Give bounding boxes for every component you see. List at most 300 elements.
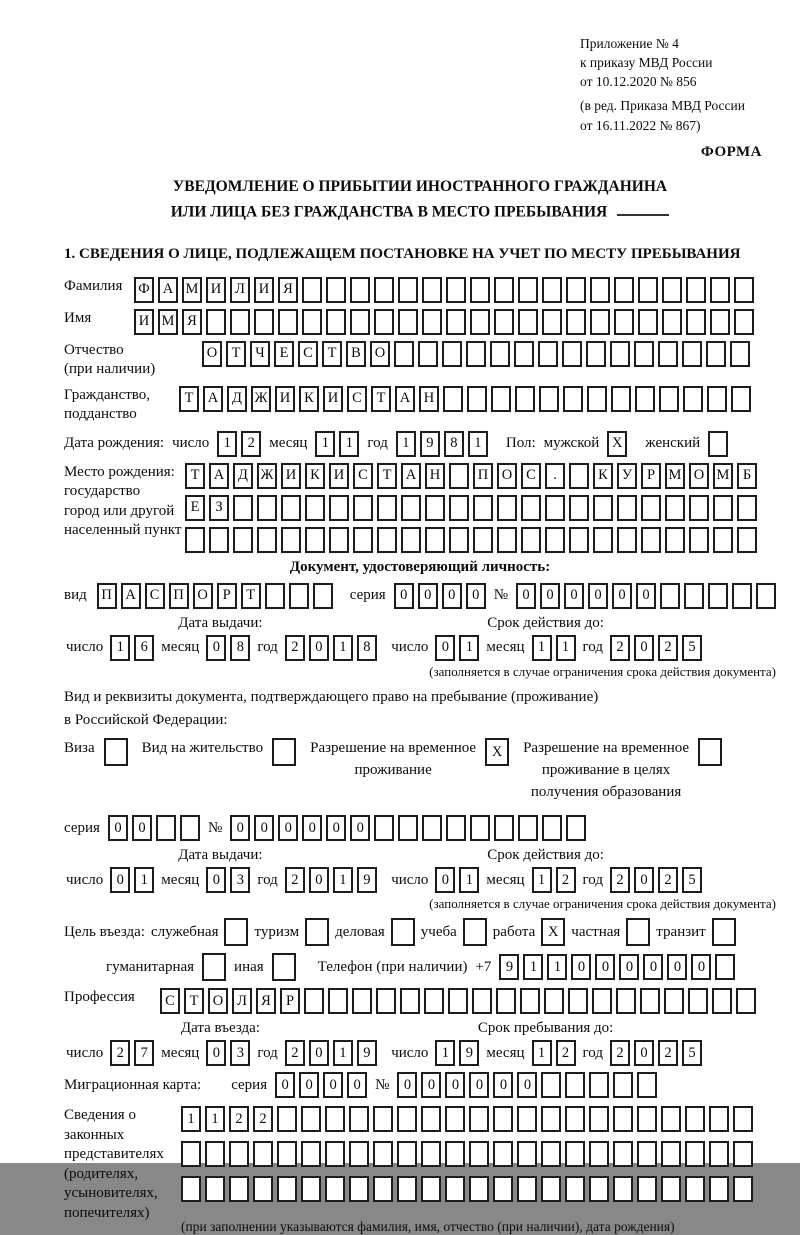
birthplace-cells-3-cell[interactable]: [593, 527, 613, 553]
patronymic-cells-cell[interactable]: [610, 341, 630, 367]
citizenship-cells-cell[interactable]: [539, 386, 559, 412]
guardians-cells-3-cell[interactable]: [733, 1176, 753, 1202]
resdoc-valid-year-cells-cell[interactable]: 2: [658, 867, 678, 893]
patronymic-cells-cell[interactable]: [634, 341, 654, 367]
iddoc-valid-year-cells-cell[interactable]: 5: [682, 635, 702, 661]
iddoc-number-cells-cell[interactable]: 0: [588, 583, 608, 609]
iddoc-issue-year-cells-cell[interactable]: 8: [357, 635, 377, 661]
citizenship-cells-cell[interactable]: [683, 386, 703, 412]
guardians-cells-3-cell[interactable]: [517, 1176, 537, 1202]
birthplace-cells-2-cell[interactable]: [233, 495, 253, 521]
patronymic-cells-cell[interactable]: [490, 341, 510, 367]
surname-cells-cell[interactable]: И: [206, 277, 226, 303]
birthplace-cells-1-cell[interactable]: Р: [641, 463, 661, 489]
other-checkbox-cell[interactable]: [272, 953, 296, 981]
birthplace-cells-1-cell[interactable]: У: [617, 463, 637, 489]
entry-year-cells-cell[interactable]: 9: [357, 1040, 377, 1066]
iddoc-valid-year-cells-cell[interactable]: 2: [658, 635, 678, 661]
stay-month-cells-cell[interactable]: 2: [556, 1040, 576, 1066]
iddoc-kind-cells-cell[interactable]: П: [97, 583, 117, 609]
iddoc-kind-cells-cell[interactable]: [265, 583, 285, 609]
patronymic-cells-cell[interactable]: [586, 341, 606, 367]
citizenship-cells-cell[interactable]: [491, 386, 511, 412]
migration-number-cells-cell[interactable]: 0: [445, 1072, 465, 1098]
profession-cells-cell[interactable]: [328, 988, 348, 1014]
citizenship-cells-cell[interactable]: Д: [227, 386, 247, 412]
iddoc-issue-day-cells-cell[interactable]: 6: [134, 635, 154, 661]
birthplace-cells-3-cell[interactable]: [281, 527, 301, 553]
name-cells-cell[interactable]: [542, 309, 562, 335]
surname-cells-cell[interactable]: [638, 277, 658, 303]
birthplace-cells-2-cell[interactable]: [689, 495, 709, 521]
guardians-cells-2-cell[interactable]: [325, 1141, 345, 1167]
phone-cells-cell[interactable]: [715, 954, 735, 980]
resdoc-number-cells-cell[interactable]: 0: [350, 815, 370, 841]
birth-month-cells-cell[interactable]: 1: [315, 431, 335, 457]
patronymic-cells-cell[interactable]: [658, 341, 678, 367]
patronymic-cells-cell[interactable]: [466, 341, 486, 367]
profession-cells-cell[interactable]: [376, 988, 396, 1014]
patronymic-cells-cell[interactable]: Е: [274, 341, 294, 367]
entry-month-cells-cell[interactable]: 3: [230, 1040, 250, 1066]
stay-year-cells-cell[interactable]: 2: [658, 1040, 678, 1066]
stay-year-cells-cell[interactable]: 2: [610, 1040, 630, 1066]
guardians-cells-1-cell[interactable]: [277, 1106, 297, 1132]
resdoc-valid-month-cells-cell[interactable]: 1: [532, 867, 552, 893]
birthplace-cells-2-cell[interactable]: Е: [185, 495, 205, 521]
birthplace-cells-3-cell[interactable]: [497, 527, 517, 553]
iddoc-issue-year-cells-cell[interactable]: 1: [333, 635, 353, 661]
migration-number-cells-cell[interactable]: 0: [517, 1072, 537, 1098]
birthplace-cells-3-cell[interactable]: [329, 527, 349, 553]
birthplace-cells-1-cell[interactable]: П: [473, 463, 493, 489]
birthplace-cells-2-cell[interactable]: [569, 495, 589, 521]
surname-cells-cell[interactable]: [326, 277, 346, 303]
name-cells-cell[interactable]: [614, 309, 634, 335]
birthplace-cells-1-cell[interactable]: Т: [185, 463, 205, 489]
profession-cells-cell[interactable]: [448, 988, 468, 1014]
private-checkbox-cell[interactable]: [626, 918, 650, 946]
phone-cells-cell[interactable]: 9: [499, 954, 519, 980]
patronymic-cells-cell[interactable]: [514, 341, 534, 367]
surname-cells-cell[interactable]: [350, 277, 370, 303]
birthplace-cells-3-cell[interactable]: [569, 527, 589, 553]
iddoc-issue-year-cells-cell[interactable]: 2: [285, 635, 305, 661]
resdoc-number-cells-cell[interactable]: 0: [254, 815, 274, 841]
guardians-cells-1-cell[interactable]: [613, 1106, 633, 1132]
patronymic-cells-cell[interactable]: [394, 341, 414, 367]
birthplace-cells-3-cell[interactable]: [689, 527, 709, 553]
guardians-cells-1-cell[interactable]: 2: [253, 1106, 273, 1132]
guardians-cells-2-cell[interactable]: [229, 1141, 249, 1167]
name-cells-cell[interactable]: [662, 309, 682, 335]
resdoc-valid-year-cells-cell[interactable]: 2: [610, 867, 630, 893]
guardians-cells-2-cell[interactable]: [493, 1141, 513, 1167]
birthplace-cells-1-cell[interactable]: [569, 463, 589, 489]
resdoc-number-cells-cell[interactable]: [518, 815, 538, 841]
resdoc-series-cells-cell[interactable]: 0: [132, 815, 152, 841]
guardians-cells-1-cell[interactable]: [685, 1106, 705, 1132]
iddoc-kind-cells-cell[interactable]: [289, 583, 309, 609]
migration-number-cells-cell[interactable]: [589, 1072, 609, 1098]
iddoc-valid-month-cells-cell[interactable]: 1: [532, 635, 552, 661]
guardians-cells-2-cell[interactable]: [565, 1141, 585, 1167]
guardians-cells-1-cell[interactable]: [661, 1106, 681, 1132]
resdoc-issue-year-cells-cell[interactable]: 0: [309, 867, 329, 893]
profession-cells-cell[interactable]: [544, 988, 564, 1014]
guardians-cells-3-cell[interactable]: [445, 1176, 465, 1202]
name-cells-cell[interactable]: [422, 309, 442, 335]
iddoc-number-cells-cell[interactable]: [756, 583, 776, 609]
profession-cells-cell[interactable]: Р: [280, 988, 300, 1014]
birth-year-cells-cell[interactable]: 1: [396, 431, 416, 457]
surname-cells-cell[interactable]: А: [158, 277, 178, 303]
guardians-cells-3-cell[interactable]: [421, 1176, 441, 1202]
profession-cells-cell[interactable]: [424, 988, 444, 1014]
birthplace-cells-1-cell[interactable]: И: [329, 463, 349, 489]
iddoc-number-cells-cell[interactable]: [732, 583, 752, 609]
visa-checkbox-cell[interactable]: [104, 738, 128, 766]
guardians-cells-2-cell[interactable]: [589, 1141, 609, 1167]
resdoc-series-cells-cell[interactable]: [180, 815, 200, 841]
guardians-cells-3-cell[interactable]: [493, 1176, 513, 1202]
patronymic-cells-cell[interactable]: С: [298, 341, 318, 367]
name-cells-cell[interactable]: [494, 309, 514, 335]
citizenship-cells-cell[interactable]: Т: [179, 386, 199, 412]
entry-day-cells-cell[interactable]: 7: [134, 1040, 154, 1066]
surname-cells-cell[interactable]: [374, 277, 394, 303]
guardians-cells-2-cell[interactable]: [517, 1141, 537, 1167]
iddoc-kind-cells-cell[interactable]: [313, 583, 333, 609]
birthplace-cells-2-cell[interactable]: [737, 495, 757, 521]
resdoc-issue-month-cells-cell[interactable]: 3: [230, 867, 250, 893]
citizenship-cells-cell[interactable]: [611, 386, 631, 412]
guardians-cells-1-cell[interactable]: 1: [181, 1106, 201, 1132]
name-cells-cell[interactable]: [278, 309, 298, 335]
iddoc-valid-day-cells-cell[interactable]: 0: [435, 635, 455, 661]
birthplace-cells-2-cell[interactable]: [665, 495, 685, 521]
iddoc-kind-cells-cell[interactable]: С: [145, 583, 165, 609]
name-cells-cell[interactable]: [710, 309, 730, 335]
guardians-cells-1-cell[interactable]: [517, 1106, 537, 1132]
iddoc-number-cells-cell[interactable]: 0: [612, 583, 632, 609]
name-cells-cell[interactable]: [398, 309, 418, 335]
birth-year-cells-cell[interactable]: 8: [444, 431, 464, 457]
birthplace-cells-2-cell[interactable]: [593, 495, 613, 521]
patronymic-cells-cell[interactable]: [442, 341, 462, 367]
iddoc-valid-year-cells-cell[interactable]: 2: [610, 635, 630, 661]
birthplace-cells-2-cell[interactable]: З: [209, 495, 229, 521]
transit-checkbox-cell[interactable]: [712, 918, 736, 946]
resdoc-series-cells-cell[interactable]: [156, 815, 176, 841]
iddoc-number-cells-cell[interactable]: 0: [516, 583, 536, 609]
female-checkbox-cell[interactable]: [708, 431, 728, 457]
patronymic-cells-cell[interactable]: [730, 341, 750, 367]
migration-number-cells-cell[interactable]: 0: [421, 1072, 441, 1098]
iddoc-number-cells-cell[interactable]: 0: [540, 583, 560, 609]
birthplace-cells-1-cell[interactable]: .: [545, 463, 565, 489]
surname-cells-cell[interactable]: [422, 277, 442, 303]
iddoc-series-cells-cell[interactable]: 0: [418, 583, 438, 609]
migration-series-cells-cell[interactable]: 0: [347, 1072, 367, 1098]
surname-cells-cell[interactable]: [446, 277, 466, 303]
guardians-cells-3-cell[interactable]: [253, 1176, 273, 1202]
birthplace-cells-3-cell[interactable]: [737, 527, 757, 553]
profession-cells-cell[interactable]: [304, 988, 324, 1014]
patronymic-cells-cell[interactable]: Ч: [250, 341, 270, 367]
iddoc-kind-cells-cell[interactable]: П: [169, 583, 189, 609]
guardians-cells-3-cell[interactable]: [229, 1176, 249, 1202]
guardians-cells-3-cell[interactable]: [277, 1176, 297, 1202]
phone-cells-cell[interactable]: 0: [643, 954, 663, 980]
profession-cells-cell[interactable]: [712, 988, 732, 1014]
migration-number-cells-cell[interactable]: 0: [469, 1072, 489, 1098]
resdoc-valid-month-cells-cell[interactable]: 2: [556, 867, 576, 893]
name-cells-cell[interactable]: М: [158, 309, 178, 335]
guardians-cells-1-cell[interactable]: [421, 1106, 441, 1132]
surname-cells-cell[interactable]: [566, 277, 586, 303]
birthplace-cells-2-cell[interactable]: [497, 495, 517, 521]
citizenship-cells-cell[interactable]: С: [347, 386, 367, 412]
iddoc-number-cells-cell[interactable]: [660, 583, 680, 609]
birthplace-cells-1-cell[interactable]: А: [209, 463, 229, 489]
entry-year-cells-cell[interactable]: 2: [285, 1040, 305, 1066]
guardians-cells-1-cell[interactable]: [589, 1106, 609, 1132]
birthplace-cells-3-cell[interactable]: [257, 527, 277, 553]
guardians-cells-3-cell[interactable]: [541, 1176, 561, 1202]
migration-series-cells-cell[interactable]: 0: [299, 1072, 319, 1098]
birthplace-cells-2-cell[interactable]: [521, 495, 541, 521]
resdoc-issue-year-cells-cell[interactable]: 2: [285, 867, 305, 893]
guardians-cells-3-cell[interactable]: [469, 1176, 489, 1202]
surname-cells-cell[interactable]: [734, 277, 754, 303]
citizenship-cells-cell[interactable]: [515, 386, 535, 412]
guardians-cells-2-cell[interactable]: [253, 1141, 273, 1167]
birth-year-cells-cell[interactable]: 9: [420, 431, 440, 457]
patronymic-cells-cell[interactable]: [562, 341, 582, 367]
migration-series-cells-cell[interactable]: 0: [323, 1072, 343, 1098]
resdoc-issue-day-cells-cell[interactable]: 0: [110, 867, 130, 893]
patronymic-cells-cell[interactable]: [706, 341, 726, 367]
surname-cells-cell[interactable]: [398, 277, 418, 303]
phone-cells-cell[interactable]: 0: [667, 954, 687, 980]
guardians-cells-3-cell[interactable]: [397, 1176, 417, 1202]
surname-cells-cell[interactable]: [710, 277, 730, 303]
profession-cells-cell[interactable]: [472, 988, 492, 1014]
guardians-cells-1-cell[interactable]: [565, 1106, 585, 1132]
temp-residence-education-checkbox-cell[interactable]: [698, 738, 722, 766]
guardians-cells-1-cell[interactable]: [709, 1106, 729, 1132]
guardians-cells-1-cell[interactable]: [637, 1106, 657, 1132]
name-cells-cell[interactable]: [350, 309, 370, 335]
birthplace-cells-2-cell[interactable]: [713, 495, 733, 521]
birthplace-cells-2-cell[interactable]: [329, 495, 349, 521]
resdoc-number-cells-cell[interactable]: [494, 815, 514, 841]
birthplace-cells-2-cell[interactable]: [641, 495, 661, 521]
surname-cells-cell[interactable]: [614, 277, 634, 303]
resdoc-number-cells-cell[interactable]: 0: [278, 815, 298, 841]
guardians-cells-1-cell[interactable]: [493, 1106, 513, 1132]
birthplace-cells-1-cell[interactable]: Т: [377, 463, 397, 489]
profession-cells-cell[interactable]: [616, 988, 636, 1014]
iddoc-valid-month-cells-cell[interactable]: 1: [556, 635, 576, 661]
birthplace-cells-1-cell[interactable]: И: [281, 463, 301, 489]
patronymic-cells-cell[interactable]: [682, 341, 702, 367]
birthplace-cells-2-cell[interactable]: [257, 495, 277, 521]
name-cells-cell[interactable]: [566, 309, 586, 335]
resdoc-number-cells-cell[interactable]: [374, 815, 394, 841]
name-cells-cell[interactable]: [638, 309, 658, 335]
citizenship-cells-cell[interactable]: А: [395, 386, 415, 412]
resdoc-valid-year-cells-cell[interactable]: 0: [634, 867, 654, 893]
migration-number-cells-cell[interactable]: [613, 1072, 633, 1098]
iddoc-series-cells-cell[interactable]: 0: [442, 583, 462, 609]
guardians-cells-1-cell[interactable]: [469, 1106, 489, 1132]
birthplace-cells-1-cell[interactable]: Д: [233, 463, 253, 489]
official-checkbox-cell[interactable]: [224, 918, 248, 946]
birthplace-cells-1-cell[interactable]: К: [593, 463, 613, 489]
stay-day-cells-cell[interactable]: 9: [459, 1040, 479, 1066]
resdoc-number-cells-cell[interactable]: 0: [230, 815, 250, 841]
guardians-cells-1-cell[interactable]: [397, 1106, 417, 1132]
citizenship-cells-cell[interactable]: Н: [419, 386, 439, 412]
surname-cells-cell[interactable]: [470, 277, 490, 303]
guardians-cells-1-cell[interactable]: [541, 1106, 561, 1132]
birthplace-cells-3-cell[interactable]: [713, 527, 733, 553]
resdoc-number-cells-cell[interactable]: [566, 815, 586, 841]
birthplace-cells-3-cell[interactable]: [641, 527, 661, 553]
tourism-checkbox-cell[interactable]: [305, 918, 329, 946]
entry-year-cells-cell[interactable]: 1: [333, 1040, 353, 1066]
stay-day-cells-cell[interactable]: 1: [435, 1040, 455, 1066]
birthplace-cells-1-cell[interactable]: Н: [425, 463, 445, 489]
resdoc-valid-day-cells-cell[interactable]: 0: [435, 867, 455, 893]
guardians-cells-2-cell[interactable]: [709, 1141, 729, 1167]
surname-cells-cell[interactable]: И: [254, 277, 274, 303]
guardians-cells-3-cell[interactable]: [301, 1176, 321, 1202]
guardians-cells-2-cell[interactable]: [349, 1141, 369, 1167]
profession-cells-cell[interactable]: Я: [256, 988, 276, 1014]
surname-cells-cell[interactable]: [518, 277, 538, 303]
resdoc-valid-day-cells-cell[interactable]: 1: [459, 867, 479, 893]
birthplace-cells-2-cell[interactable]: [281, 495, 301, 521]
name-cells-cell[interactable]: И: [134, 309, 154, 335]
birthplace-cells-2-cell[interactable]: [449, 495, 469, 521]
guardians-cells-3-cell[interactable]: [613, 1176, 633, 1202]
guardians-cells-1-cell[interactable]: [373, 1106, 393, 1132]
birthplace-cells-1-cell[interactable]: [449, 463, 469, 489]
birthplace-cells-3-cell[interactable]: [545, 527, 565, 553]
guardians-cells-2-cell[interactable]: [373, 1141, 393, 1167]
migration-number-cells-cell[interactable]: [541, 1072, 561, 1098]
guardians-cells-3-cell[interactable]: [685, 1176, 705, 1202]
citizenship-cells-cell[interactable]: [587, 386, 607, 412]
guardians-cells-3-cell[interactable]: [565, 1176, 585, 1202]
birthplace-cells-3-cell[interactable]: [521, 527, 541, 553]
profession-cells-cell[interactable]: [400, 988, 420, 1014]
study-checkbox-cell[interactable]: [463, 918, 487, 946]
stay-month-cells-cell[interactable]: 1: [532, 1040, 552, 1066]
citizenship-cells-cell[interactable]: Т: [371, 386, 391, 412]
phone-cells-cell[interactable]: 0: [571, 954, 591, 980]
entry-year-cells-cell[interactable]: 0: [309, 1040, 329, 1066]
name-cells-cell[interactable]: [254, 309, 274, 335]
guardians-cells-2-cell[interactable]: [613, 1141, 633, 1167]
patronymic-cells-cell[interactable]: О: [370, 341, 390, 367]
iddoc-issue-day-cells-cell[interactable]: 1: [110, 635, 130, 661]
birthplace-cells-1-cell[interactable]: С: [521, 463, 541, 489]
phone-cells-cell[interactable]: 0: [619, 954, 639, 980]
profession-cells-cell[interactable]: [496, 988, 516, 1014]
guardians-cells-1-cell[interactable]: [349, 1106, 369, 1132]
guardians-cells-2-cell[interactable]: [541, 1141, 561, 1167]
iddoc-number-cells-cell[interactable]: [684, 583, 704, 609]
profession-cells-cell[interactable]: [520, 988, 540, 1014]
birthplace-cells-1-cell[interactable]: К: [305, 463, 325, 489]
name-cells-cell[interactable]: [734, 309, 754, 335]
guardians-cells-3-cell[interactable]: [373, 1176, 393, 1202]
name-cells-cell[interactable]: [518, 309, 538, 335]
guardians-cells-2-cell[interactable]: [637, 1141, 657, 1167]
resdoc-issue-year-cells-cell[interactable]: 1: [333, 867, 353, 893]
birthplace-cells-3-cell[interactable]: [377, 527, 397, 553]
iddoc-issue-month-cells-cell[interactable]: 8: [230, 635, 250, 661]
guardians-cells-2-cell[interactable]: [181, 1141, 201, 1167]
guardians-cells-1-cell[interactable]: [445, 1106, 465, 1132]
name-cells-cell[interactable]: [470, 309, 490, 335]
phone-cells-cell[interactable]: 0: [691, 954, 711, 980]
resdoc-number-cells-cell[interactable]: [470, 815, 490, 841]
male-checkbox-cell[interactable]: X: [607, 431, 627, 457]
migration-number-cells-cell[interactable]: 0: [397, 1072, 417, 1098]
guardians-cells-2-cell[interactable]: [277, 1141, 297, 1167]
birthplace-cells-2-cell[interactable]: [353, 495, 373, 521]
guardians-cells-3-cell[interactable]: [325, 1176, 345, 1202]
guardians-cells-1-cell[interactable]: 1: [205, 1106, 225, 1132]
iddoc-issue-month-cells-cell[interactable]: 0: [206, 635, 226, 661]
citizenship-cells-cell[interactable]: И: [323, 386, 343, 412]
iddoc-number-cells-cell[interactable]: 0: [564, 583, 584, 609]
entry-day-cells-cell[interactable]: 2: [110, 1040, 130, 1066]
iddoc-kind-cells-cell[interactable]: А: [121, 583, 141, 609]
guardians-cells-2-cell[interactable]: [205, 1141, 225, 1167]
iddoc-series-cells-cell[interactable]: 0: [466, 583, 486, 609]
guardians-cells-1-cell[interactable]: [325, 1106, 345, 1132]
surname-cells-cell[interactable]: [494, 277, 514, 303]
resdoc-number-cells-cell[interactable]: [398, 815, 418, 841]
guardians-cells-2-cell[interactable]: [445, 1141, 465, 1167]
birthplace-cells-2-cell[interactable]: [425, 495, 445, 521]
profession-cells-cell[interactable]: Т: [184, 988, 204, 1014]
citizenship-cells-cell[interactable]: [563, 386, 583, 412]
residence-permit-checkbox-cell[interactable]: [272, 738, 296, 766]
resdoc-number-cells-cell[interactable]: 0: [326, 815, 346, 841]
iddoc-number-cells-cell[interactable]: [708, 583, 728, 609]
citizenship-cells-cell[interactable]: [635, 386, 655, 412]
migration-number-cells-cell[interactable]: 0: [493, 1072, 513, 1098]
citizenship-cells-cell[interactable]: И: [275, 386, 295, 412]
birthplace-cells-3-cell[interactable]: [185, 527, 205, 553]
iddoc-valid-day-cells-cell[interactable]: 1: [459, 635, 479, 661]
business-checkbox-cell[interactable]: [391, 918, 415, 946]
resdoc-number-cells-cell[interactable]: 0: [302, 815, 322, 841]
birth-day-cells-cell[interactable]: 1: [217, 431, 237, 457]
name-cells-cell[interactable]: [206, 309, 226, 335]
birthplace-cells-3-cell[interactable]: [209, 527, 229, 553]
profession-cells-cell[interactable]: Л: [232, 988, 252, 1014]
profession-cells-cell[interactable]: [568, 988, 588, 1014]
citizenship-cells-cell[interactable]: [707, 386, 727, 412]
